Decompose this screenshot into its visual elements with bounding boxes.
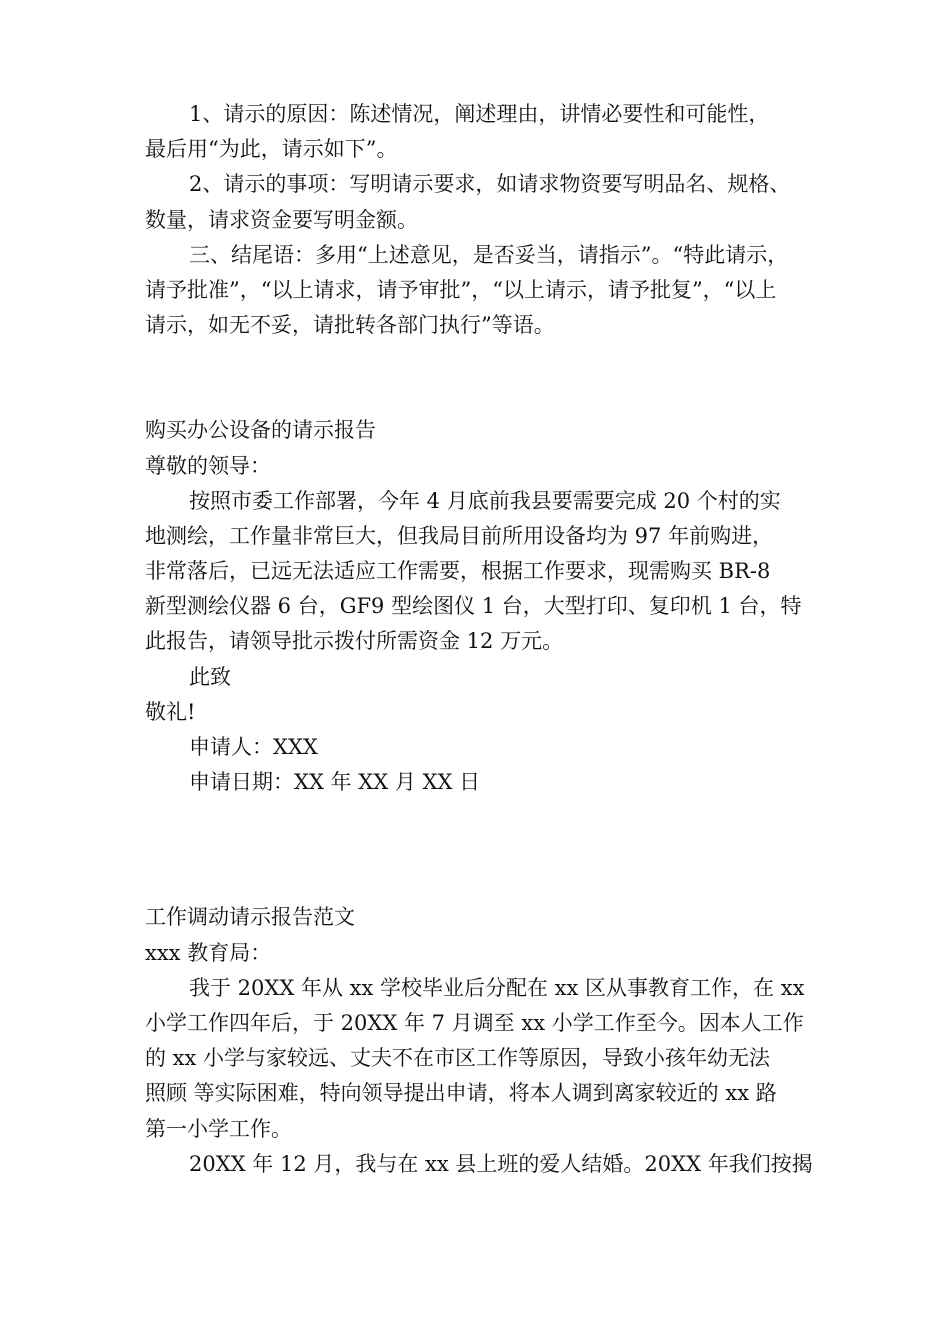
paragraph-line: 小学工作四年后，于 20XX 年 7 月调至 xx 小学工作至今。因本人工作 bbox=[145, 1010, 804, 1035]
paragraph-line: 请予批准”，“以上请求，请予审批”，“以上请示，请予批复”，“以上 bbox=[145, 277, 777, 302]
section-transfer-request bbox=[145, 900, 813, 1182]
paragraph-line: 数量，请求资金要写明金额。 bbox=[145, 207, 418, 232]
document-page bbox=[145, 97, 813, 1182]
salutation: xxx 教育局： bbox=[145, 940, 272, 965]
paragraph-line: 最后用“为此，请示如下”。 bbox=[145, 137, 398, 162]
paragraph-line: 照顾 等实际困难，特向领导提出申请，将本人调到离家较近的 xx 路 bbox=[145, 1081, 777, 1106]
section-title: 工作调动请示报告范文 bbox=[145, 905, 355, 930]
closing-line: 此致 bbox=[189, 664, 231, 689]
paragraph-line: 20XX 年 12 月，我与在 xx 县上班的爱人结婚。20XX 年我们按揭 bbox=[189, 1151, 813, 1176]
section-spacer bbox=[145, 343, 810, 413]
applicant-line: 申请人：XXX bbox=[189, 735, 318, 759]
paragraph-line: 2、请示的事项：写明请示要求，如请求物资要写明品名、规格、 bbox=[189, 172, 791, 197]
paragraph-line: 1、请示的原因：陈述情况，阐述理由，讲情必要性和可能性， bbox=[189, 102, 770, 126]
paragraph-line: 按照市委工作部署，今年 4 月底前我县要需要完成 20 个村的实 bbox=[189, 488, 781, 513]
paragraph-line: 我于 20XX 年从 xx 学校毕业后分配在 xx 区从事教育工作，在 xx bbox=[189, 975, 805, 1000]
paragraph-line: 此报告，请领导批示拨付所需资金 12 万元。 bbox=[145, 629, 564, 654]
paragraph-line: 非常落后，已远无法适应工作需要，根据工作要求，现需购买 BR-8 bbox=[145, 559, 771, 584]
section-spacer bbox=[145, 800, 810, 900]
section-office-equipment-request bbox=[145, 413, 810, 800]
section-request-elements bbox=[145, 97, 810, 343]
section-title: 购买办公设备的请示报告 bbox=[145, 418, 376, 443]
paragraph-line: 新型测绘仪器 6 台，GF9 型绘图仪 1 台，大型打印、复印机 1 台，特 bbox=[145, 594, 802, 619]
closing-line: 敬礼! bbox=[145, 699, 196, 724]
paragraph-line: 请示，如无不妥，请批转各部门执行”等语。 bbox=[145, 313, 555, 338]
salutation: 尊敬的领导： bbox=[145, 453, 271, 478]
paragraph-line: 三、结尾语：多用“上述意见，是否妥当，请指示”。“特此请示， bbox=[189, 242, 789, 267]
paragraph-line: 地测绘，工作量非常巨大，但我局目前所用设备均为 97 年前购进， bbox=[145, 523, 774, 548]
paragraph-line: 第一小学工作。 bbox=[145, 1116, 292, 1141]
paragraph-line: 的 xx 小学与家较远、丈夫不在市区工作等原因，导致小孩年幼无法 bbox=[145, 1046, 771, 1071]
date-line: 申请日期：XX 年 XX 月 XX 日 bbox=[189, 770, 481, 795]
